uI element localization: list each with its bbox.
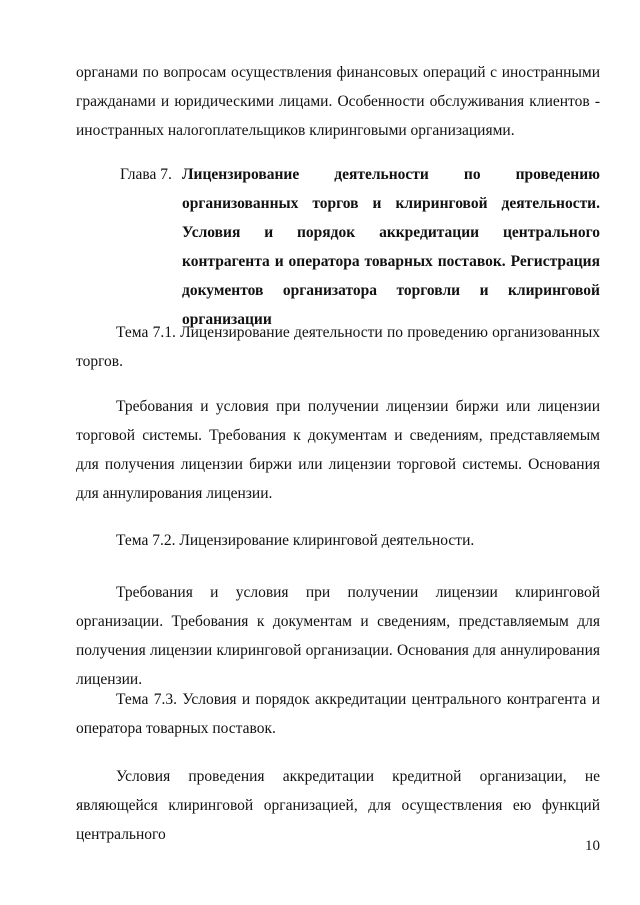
page-number: 10 bbox=[585, 838, 600, 854]
topic-7-1-heading: Тема 7.1. Лицензирование деятельности по проведению организованных торгов. bbox=[76, 324, 600, 370]
topic-7-1-body: Требования и условия при получении лицензии биржи или лицензии торговой системы. Требования к документам и сведениям, представляемым для получения лицензии биржи или лицензии торговой системы. Основания для аннулирования лицензии. bbox=[76, 398, 600, 502]
topic-7-3-body: Условия проведения аккредитации кредитной организации, не являющейся клиринговой организацией, для осуществления ею функций центрального bbox=[76, 768, 600, 843]
chapter-title: Лицензирование деятельности по проведению организованных торгов и клиринговой деятельности. Условия и порядок аккредитации центрального контрагента и оператора товарных поставок. Регистрация документов организатора торговли и клиринговой организации bbox=[182, 166, 600, 328]
topic-7-2-heading: Тема 7.2. Лицензирование клиринговой деятельности. bbox=[116, 532, 475, 549]
chapter-label: Глава 7. bbox=[120, 166, 172, 183]
intro-paragraph: органами по вопросам осуществления финансовых операций с иностранными гражданами и юридическими лицами. Особенности обслуживания клиентов - иностранных налогоплательщиков клиринговыми организациями. bbox=[76, 64, 600, 139]
topic-7-3-heading: Тема 7.3. Условия и порядок аккредитации центрального контрагента и оператора товарных поставок. bbox=[76, 691, 600, 737]
topic-7-2-body: Требования и условия при получении лицензии клиринговой организации. Требования к документам и сведениям, представляемым для получения лицензии клиринговой организации. Основания для аннулирования лицензии. bbox=[76, 584, 600, 688]
